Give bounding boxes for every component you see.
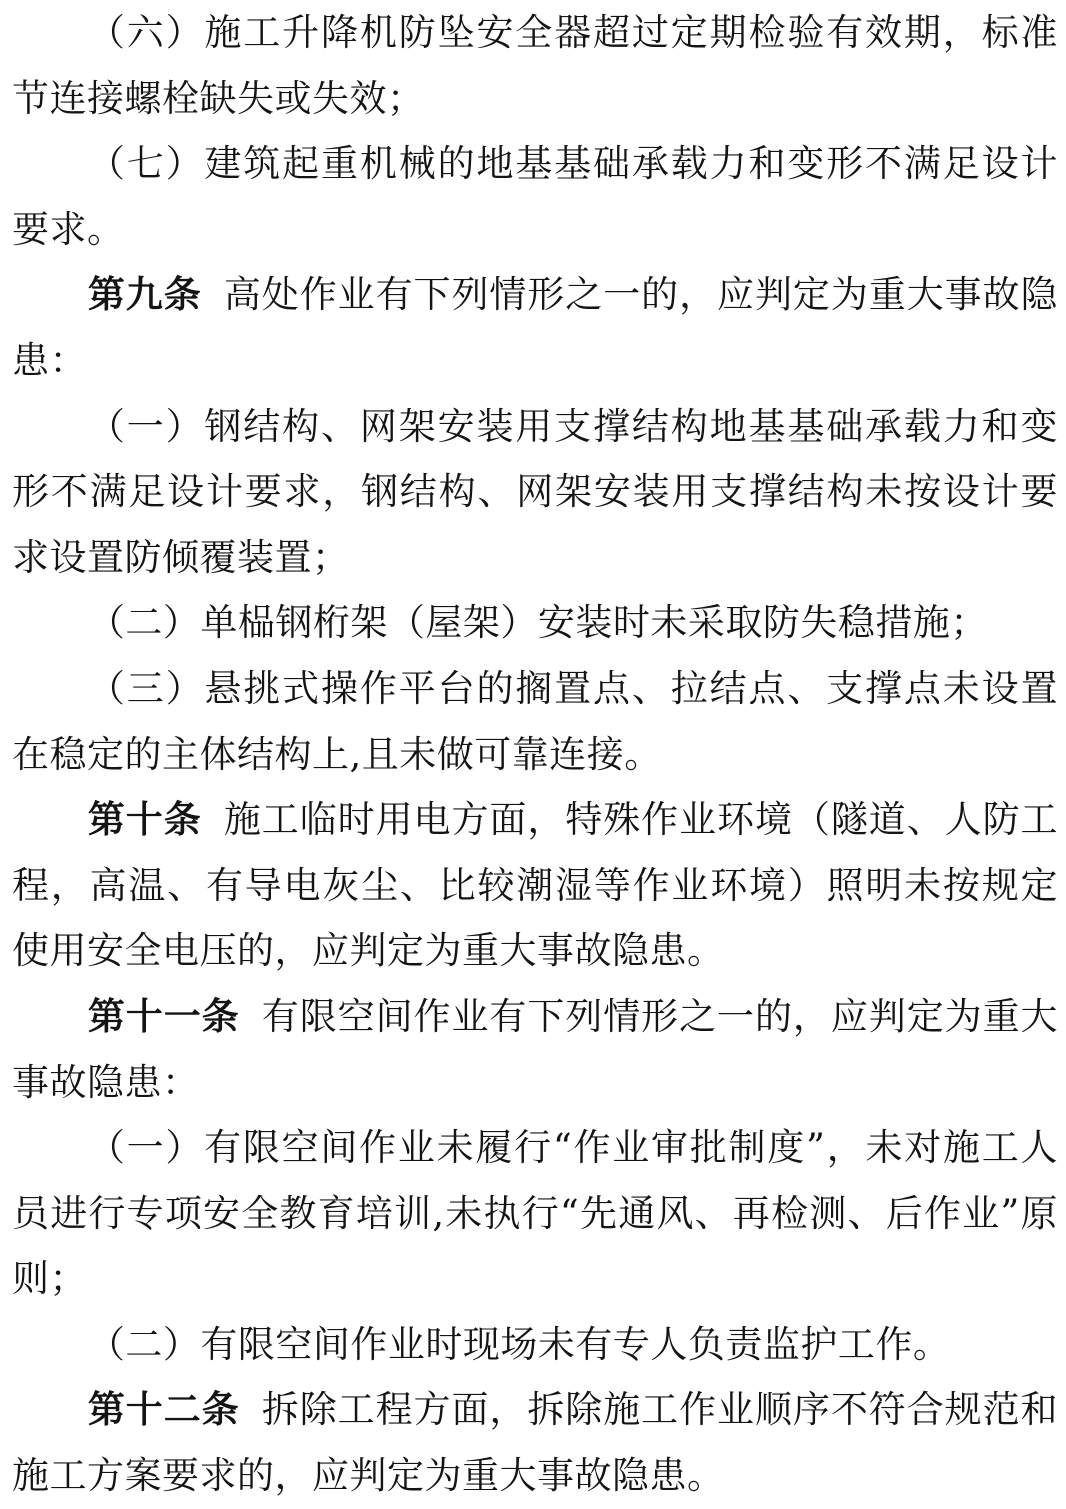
clause-text: （二）单榀钢桁架（屋架）安装时未采取防失稳措施； — [87, 601, 988, 645]
article-heading: 第十条 — [87, 798, 202, 842]
article-heading: 第九条 — [87, 273, 202, 317]
article-9 — [12, 262, 1058, 393]
clause-item-6 — [12, 0, 1058, 131]
clause-item-7 — [12, 131, 1058, 262]
clause-item-2 — [12, 1312, 1058, 1378]
clause-item-1 — [12, 1115, 1058, 1312]
clause-item-3 — [12, 656, 1058, 787]
clause-item-2 — [12, 590, 1058, 656]
clause-text: （六）施工升降机防坠安全器超过定期检验有效期，标准节连接螺栓缺失或失效； — [12, 11, 1058, 120]
clause-text: （一）钢结构、网架安装用支撑结构地基基础承载力和变形不满足设计要求，钢结构、网架安装用支撑结构未按设计要求设置防倾覆装置； — [12, 404, 1058, 579]
article-heading: 第十二条 — [87, 1388, 240, 1432]
clause-text: （一）有限空间作业未履行“作业审批制度”，未对施工人员进行专项安全教育培训,未执行“先通风、再检测、后作业”原则； — [12, 1126, 1058, 1301]
article-11 — [12, 984, 1058, 1115]
regulation-text — [12, 0, 1058, 1509]
article-heading: 第十一条 — [87, 994, 240, 1038]
article-12 — [12, 1377, 1058, 1508]
article-text: 拆除工程方面，拆除施工作业顺序不符合规范和施工方案要求的，应判定为重大事故隐患。 — [12, 1388, 1059, 1498]
article-text: 有限空间作业有下列情形之一的，应判定为重大事故隐患： — [12, 994, 1059, 1104]
article-text: 高处作业有下列情形之一的，应判定为重大事故隐患： — [12, 273, 1059, 382]
article-10 — [12, 787, 1058, 984]
clause-text: （二）有限空间作业时现场未有专人负责监护工作。 — [87, 1322, 951, 1366]
article-text: 施工临时用电方面，特殊作业环境（隧道、人防工程，高温、有导电灰尘、比较潮湿等作业环境）照明未按规定使用安全电压的，应判定为重大事故隐患。 — [12, 798, 1059, 973]
clause-text: （三）悬挑式操作平台的搁置点、拉结点、支撑点未设置在稳定的主体结构上,且未做可靠连接。 — [12, 666, 1058, 776]
clause-item-1 — [12, 394, 1058, 591]
clause-text: （七）建筑起重机械的地基基础承载力和变形不满足设计要求。 — [12, 142, 1058, 251]
